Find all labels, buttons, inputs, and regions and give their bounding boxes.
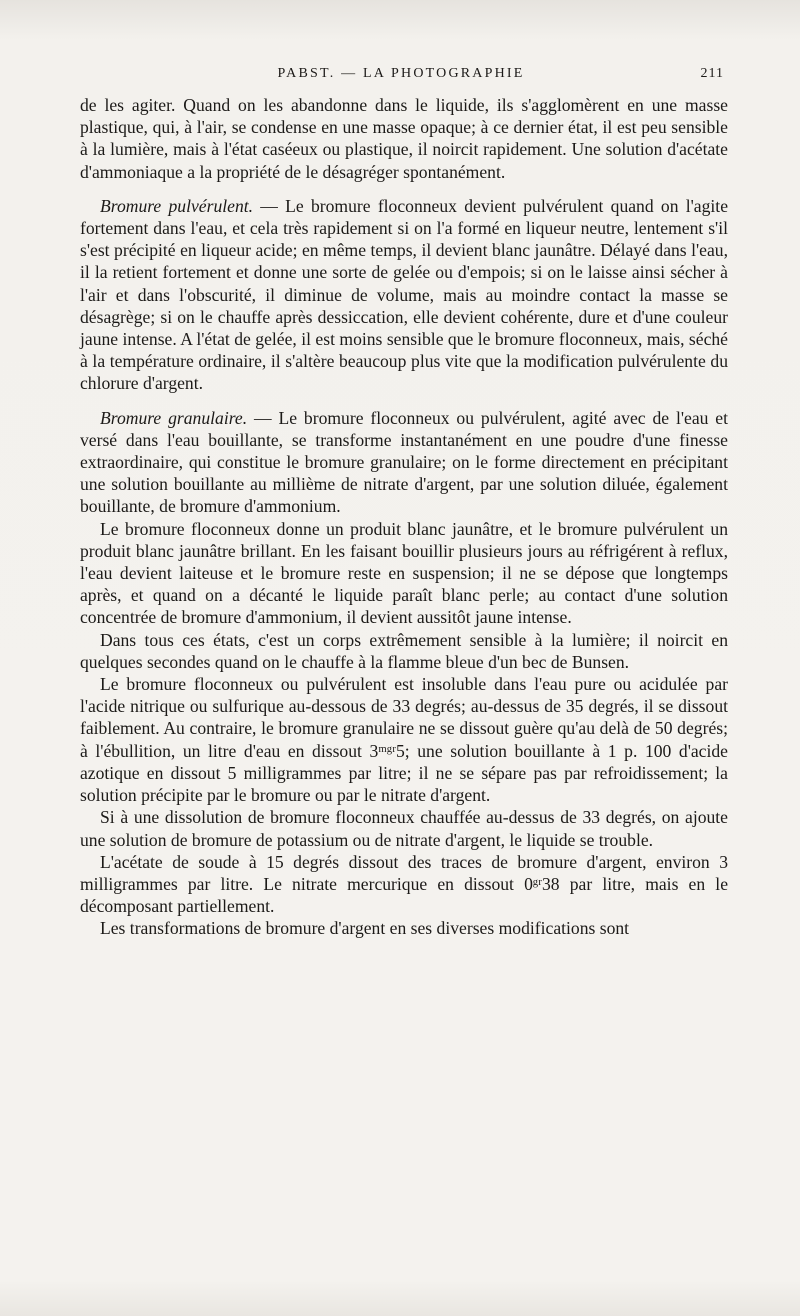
running-title: PABST. — LA PHOTOGRAPHIE: [277, 66, 525, 81]
paragraph-bromure-granulaire: Bromure granulaire. — Le bromure floconneux ou pulvérulent, agité avec de l'eau et versé dans l'eau bouillante, se transforme instantanément en une poudre d'une finesse extraordinaire, qui constitue le bromure granulaire; on le forme directement en précipitant une solution bouillante au millième de nitrate d'argent, par une solution diluée, également bouillante, de bromure d'ammonium.: [80, 407, 729, 517]
paragraph: Le bromure floconneux donne un produit blanc jaunâtre, et le bromure pulvérulent un produit blanc jaunâtre brillant. En les faisant bouillir plusieurs jours au réfrigérent à reflux, l'eau devient laiteuse et le bromure reste en suspension; il ne se dépose que longtemps après, et quand on a décanté le liquide paraît blanc perle; au contact d'une solution concentrée de bromure d'ammonium, il devient aussitôt jaune intense.: [80, 518, 728, 628]
paragraph: Dans tous ces états, c'est un corps extrêmement sensible à la lumière; il noircit en quelques secondes quand on le chauffe à la flamme bleue d'un bec de Bunsen.: [80, 629, 728, 672]
paragraph: Le bromure floconneux ou pulvérulent est insoluble dans l'eau pure ou acidulée par l'acide nitrique ou sulfurique au-dessous de 33 degrés; au-dessus de 35 degrés, il se dissout faiblement. Au contraire, le bromure granulaire ne se dissout guère qu'au delà de 50 degrés; à l'ébullition, un litre d'eau en dissout 3ᵐᵍʳ5; une solution bouillante à 1 p. 100 d'acide azotique en dissout 5 milligrammes par litre; il ne se sépare pas par refroidissement; la solution précipite par le bromure ou par le nitrate d'argent.: [80, 674, 728, 806]
paragraph: L'acétate de soude à 15 degrés dissout des traces de bromure d'argent, environ 3 milligrammes par litre. Le nitrate mercurique en dissout 0ᵍʳ38 par litre, mais en le décomposant partiellement.: [80, 851, 728, 917]
paragraph: Les transformations de bromure d'argent en ses diverses modifications sont: [100, 918, 630, 939]
section-heading: Bromure pulvérulent.: [100, 195, 254, 216]
paragraph: de les agiter. Quand on les abandonne dans le liquide, ils s'agglomèrent en une masse plastique, qui, à l'air, se condense en une masse opaque; à ce dernier état, il est peu sensible à la lumière, mais à l'état caséeux ou plastique, il noircit rapidement. Une solution d'acétate d'ammoniaque a la propriété de le désagréger spontanément.: [80, 95, 728, 182]
section-heading: Bromure granulaire.: [100, 407, 248, 428]
paragraph: Si à une dissolution de bromure floconneux chauffée au-dessus de 33 degrés, on ajoute une solution de bromure de potassium ou de nitrate d'argent, le liquide se trouble.: [80, 807, 728, 850]
paragraph-bromure-pulverulent: Bromure pulvérulent. — Le bromure floconneux devient pulvérulent quand on l'agite fortement dans l'eau, et cela très rapidement si on l'a formé en liqueur neutre, lentement s'il s'est précipité en liqueur acide; en même temps, il devient blanc jaunâtre. Délayé dans l'eau, il la retient fortement et donne une sorte de gelée ou d'empois; si on le laisse ainsi sécher à l'air et dans l'obscurité, il diminue de volume, mais au moindre contact la masse se désagrège; si on le chauffe après dessiccation, elle devient cohérente, dure et d'une couleur jaune intense. A l'état de gelée, il est moins sensible que le bromure floconneux, mais, séché à la température ordinaire, il s'altère beaucoup plus vite que la modification pulvérulente du chlorure d'argent.: [80, 195, 728, 394]
page-header: [78, 66, 724, 86]
page-number: 211: [700, 66, 724, 81]
body-text: [80, 94, 728, 940]
